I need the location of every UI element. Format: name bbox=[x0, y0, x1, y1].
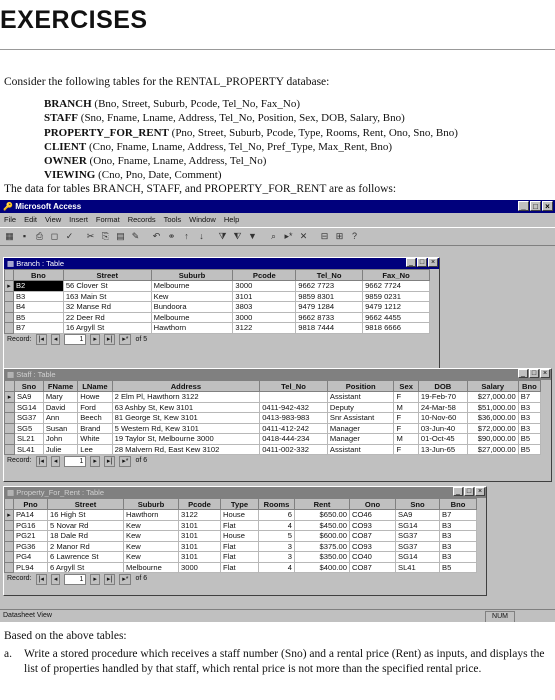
find-icon[interactable]: ⌕ bbox=[270, 231, 277, 241]
table-row[interactable]: B3 163 Main St Kew 3101 9859 8301 9859 0231 bbox=[5, 291, 430, 302]
staff-grid bbox=[4, 380, 541, 455]
filter-selection-icon[interactable]: ⧩ bbox=[218, 231, 227, 241]
close-button[interactable]: × bbox=[542, 201, 553, 211]
branch-close-button[interactable]: × bbox=[428, 258, 438, 267]
branch-maximize-button[interactable]: □ bbox=[417, 258, 427, 267]
print-icon[interactable]: ⎙ bbox=[35, 231, 44, 241]
schema-client: CLIENT (Cno, Fname, Lname, Address, Tel_No, Pref_Type, Max_Rent, Bno) bbox=[44, 140, 393, 153]
branch-record-nav: Record: |◂ ◂ 1 ▸ ▸| ▸* of 5 bbox=[7, 335, 148, 343]
filter-form-icon[interactable]: ⧨ bbox=[233, 231, 242, 241]
preview-icon[interactable]: ◻ bbox=[50, 231, 59, 241]
question-a bbox=[4, 647, 552, 677]
data-intro-text: The data for tables BRANCH, STAFF, and PROPERTY_FOR_RENT are as follows: bbox=[4, 183, 397, 195]
row-selector[interactable] bbox=[5, 552, 14, 563]
row-selector[interactable] bbox=[5, 434, 15, 445]
schema-owner: OWNER (Ono, Fname, Lname, Address, Tel_No) bbox=[44, 155, 267, 168]
cut-icon[interactable]: ✂ bbox=[86, 231, 95, 241]
format-painter-icon[interactable]: ✎ bbox=[131, 231, 140, 241]
staff-header-row: Sno FName LName Address Tel_No Position Sex DOB Salary Bno bbox=[5, 381, 541, 392]
new-record-button[interactable]: ▸* bbox=[119, 334, 131, 345]
sort-descending-icon[interactable]: ↓ bbox=[199, 231, 204, 241]
staff-window-title: ▦ Staff : Table _ □ × bbox=[4, 369, 551, 380]
branch-table-window bbox=[3, 257, 440, 375]
row-selector[interactable] bbox=[5, 291, 14, 302]
prev-record-button[interactable]: ◂ bbox=[51, 574, 61, 585]
property-close-button[interactable]: × bbox=[475, 487, 485, 496]
branch-col-fax[interactable]: Fax_No bbox=[363, 270, 430, 281]
next-record-button[interactable]: ▸ bbox=[90, 574, 100, 585]
question-text: Write a stored procedure which receives a staff number (Sno) and a rental price (Rent) as inputs, and displays the list of properties handled by that staff, which rental price is not more than the specified rental price. bbox=[24, 648, 545, 675]
property-record-nav: Record: |◂ ◂ 1 ▸ ▸| ▸* of 6 bbox=[7, 575, 148, 583]
undo-icon[interactable]: ↶ bbox=[152, 231, 161, 241]
new-object-icon[interactable]: ⊞ bbox=[335, 231, 344, 241]
intro-text: Consider the following tables for the RENTAL_PROPERTY database: bbox=[4, 76, 330, 88]
schema-list bbox=[44, 97, 458, 183]
property-window-title: ▦ Property_For_Rent : Table _ □ × bbox=[4, 487, 486, 498]
table-row[interactable]: SL21 John White 19 Taylor St, Melbourne 3000 0418-444-234 Manager M 01-Oct-45 $90,000.00 B5 bbox=[5, 434, 541, 445]
menu-file[interactable]: File bbox=[4, 215, 17, 224]
paste-icon[interactable]: ▤ bbox=[116, 231, 125, 241]
new-record-icon[interactable]: ▸* bbox=[284, 231, 293, 241]
row-selector[interactable] bbox=[5, 302, 14, 313]
exercises-heading: EXERCISES bbox=[0, 6, 148, 34]
view-icon[interactable]: ▦ bbox=[5, 231, 14, 241]
table-row[interactable]: PL94 6 Argyll St Melbourne 3000 Flat 4 $400.00 CO87 SL41 B5 bbox=[5, 562, 477, 573]
next-record-button[interactable]: ▸ bbox=[90, 334, 100, 345]
row-selector[interactable] bbox=[5, 520, 14, 531]
menu-help[interactable]: Help bbox=[223, 215, 240, 224]
spelling-icon[interactable]: ✓ bbox=[65, 231, 74, 241]
branch-header-row bbox=[5, 270, 430, 281]
heading-rule bbox=[0, 49, 555, 50]
menu-format[interactable]: Format bbox=[95, 215, 120, 224]
staff-table-window bbox=[3, 368, 552, 482]
menu-records[interactable]: Records bbox=[127, 215, 156, 224]
hyperlink-icon[interactable]: ⚭ bbox=[167, 231, 176, 241]
property-grid bbox=[4, 498, 477, 573]
table-row[interactable]: PG4 6 Lawrence St Kew 3101 Flat 3 $350.00 CO40 SG14 B3 bbox=[5, 552, 477, 563]
table-row[interactable]: PG36 2 Manor Rd Kew 3101 Flat 3 $375.00 CO93 SG37 B3 bbox=[5, 541, 477, 552]
access-window bbox=[0, 200, 555, 622]
table-row[interactable]: B7 16 Argyll St Hawthorn 3122 9818 7444 9818 6666 bbox=[5, 323, 430, 334]
table-row[interactable]: B5 22 Deer Rd Melbourne 3000 9662 8733 9662 4455 bbox=[5, 312, 430, 323]
row-selector[interactable] bbox=[5, 541, 14, 552]
table-row[interactable]: SG5 Susan Brand 5 Western Rd, Kew 3101 0411-412-242 Manager F 03-Jun-40 $72,000.00 B3 bbox=[5, 423, 541, 434]
schema-property: PROPERTY_FOR_RENT (Pno, Street, Suburb, Pcode, Type, Rooms, Rent, Ono, Sno, Bno) bbox=[44, 126, 458, 139]
toolbar bbox=[0, 227, 555, 246]
last-record-button[interactable]: ▸| bbox=[104, 334, 115, 345]
property-minimize-button[interactable]: _ bbox=[453, 487, 463, 496]
staff-close-button[interactable]: × bbox=[540, 369, 550, 378]
last-record-button[interactable]: ▸| bbox=[104, 456, 115, 467]
selector-header[interactable] bbox=[5, 381, 15, 392]
maximize-button[interactable]: □ bbox=[530, 201, 541, 211]
status-text: Datasheet View bbox=[3, 612, 52, 619]
record-number-input[interactable]: 1 bbox=[64, 334, 86, 345]
branch-minimize-button[interactable]: _ bbox=[406, 258, 416, 267]
schema-viewing: VIEWING (Cno, Pno, Date, Comment) bbox=[44, 169, 222, 182]
prev-record-button[interactable]: ◂ bbox=[51, 334, 61, 345]
table-row[interactable]: ▸ B2 56 Clover St Melbourne 3000 9662 7723 9662 7724 bbox=[5, 281, 430, 292]
record-number-input[interactable]: 1 bbox=[64, 574, 86, 585]
row-selector[interactable] bbox=[5, 531, 14, 542]
branch-window-title: ▦ Branch : Table _ □ × bbox=[4, 258, 439, 269]
menu-tools[interactable]: Tools bbox=[163, 215, 182, 224]
menu-bar bbox=[0, 214, 555, 226]
table-row[interactable]: SG14 David Ford 63 Ashby St, Kew 3101 0411-942-432 Deputy M 24-Mar-58 $51,000.00 B3 bbox=[5, 402, 541, 413]
new-record-button[interactable]: ▸* bbox=[119, 456, 131, 467]
apply-filter-icon[interactable]: ▼ bbox=[248, 231, 257, 241]
minimize-button[interactable]: _ bbox=[518, 201, 529, 211]
sort-ascending-icon[interactable]: ↑ bbox=[184, 231, 189, 241]
copy-icon[interactable]: ⎘ bbox=[101, 231, 110, 241]
row-selector[interactable] bbox=[5, 413, 15, 424]
staff-minimize-button[interactable]: _ bbox=[518, 369, 528, 378]
access-logo-icon: 🔑 bbox=[3, 202, 13, 211]
staff-maximize-button[interactable]: □ bbox=[529, 369, 539, 378]
table-icon: ▦ bbox=[7, 488, 15, 497]
access-title: Microsoft Access bbox=[15, 202, 82, 211]
table-row[interactable]: ▸ SA9 Mary Howe 2 Elm Pl, Hawthorn 3122 Assistant F 19-Feb-70 $27,000.00 B7 bbox=[5, 392, 541, 403]
table-row[interactable]: PG21 18 Dale Rd Kew 3101 House 5 $600.00 CO87 SG37 B3 bbox=[5, 531, 477, 542]
row-selector[interactable] bbox=[5, 323, 14, 334]
branch-grid bbox=[4, 269, 430, 334]
first-record-button[interactable]: |◂ bbox=[36, 334, 47, 345]
delete-record-icon[interactable]: ✕ bbox=[299, 231, 308, 241]
menu-edit[interactable]: Edit bbox=[24, 215, 38, 224]
table-row[interactable]: ▸ PA14 16 High St Hawthorn 3122 House 6 $650.00 CO46 SA9 B7 bbox=[5, 510, 477, 521]
schema-staff: STAFF (Sno, Fname, Lname, Address, Tel_No, Position, Sex, DOB, Salary, Bno) bbox=[44, 112, 405, 125]
selector-header[interactable] bbox=[5, 499, 14, 510]
table-row[interactable]: PG16 5 Novar Rd Kew 3101 Flat 4 $450.00 CO93 SG14 B3 bbox=[5, 520, 477, 531]
row-selector[interactable] bbox=[5, 402, 15, 413]
row-selector[interactable]: ▸ bbox=[5, 281, 14, 292]
row-selector[interactable] bbox=[5, 562, 14, 573]
record-number-input[interactable]: 1 bbox=[64, 456, 86, 467]
table-row[interactable]: B4 32 Manse Rd Bundoora 3803 9479 1284 9479 1212 bbox=[5, 302, 430, 313]
selector-header[interactable] bbox=[5, 270, 14, 281]
table-row[interactable]: SL41 Julie Lee 28 Malvern Rd, East Kew 3102 0411-002-332 Assistant F 13-Jun-65 $27,000.00 B5 bbox=[5, 444, 541, 455]
row-selector[interactable]: ▸ bbox=[5, 510, 14, 521]
first-record-button[interactable]: |◂ bbox=[36, 574, 47, 585]
branch-col-suburb[interactable]: Suburb bbox=[151, 270, 233, 281]
row-selector[interactable]: ▸ bbox=[5, 392, 15, 403]
branch-col-bno[interactable]: Bno bbox=[13, 270, 63, 281]
property-header-row: Pno Street Suburb Pcode Type Rooms Rent Ono Sno Bno bbox=[5, 499, 477, 510]
table-icon: ▦ bbox=[7, 370, 15, 379]
row-selector[interactable] bbox=[5, 444, 15, 455]
prev-record-button[interactable]: ◂ bbox=[51, 456, 61, 467]
status-bar bbox=[0, 609, 555, 622]
last-record-button[interactable]: ▸| bbox=[104, 574, 115, 585]
help-icon[interactable]: ? bbox=[351, 231, 357, 241]
menu-window[interactable]: Window bbox=[189, 215, 216, 224]
branch-col-pcode[interactable]: Pcode bbox=[233, 270, 296, 281]
menu-insert[interactable]: Insert bbox=[69, 215, 88, 224]
staff-record-nav: Record: |◂ ◂ 1 ▸ ▸| ▸* of 6 bbox=[7, 457, 148, 465]
database-window-icon[interactable]: ⊟ bbox=[320, 231, 329, 241]
access-titlebar bbox=[0, 200, 555, 213]
row-selector[interactable] bbox=[5, 312, 14, 323]
property-maximize-button[interactable]: □ bbox=[464, 487, 474, 496]
property-table-window bbox=[3, 486, 487, 596]
schema-branch: BRANCH (Bno, Street, Suburb, Pcode, Tel_No, Fax_No) bbox=[44, 98, 300, 110]
table-icon: ▦ bbox=[7, 259, 15, 268]
question-label: a. bbox=[4, 648, 12, 660]
first-record-button[interactable]: |◂ bbox=[36, 456, 47, 467]
branch-col-street[interactable]: Street bbox=[63, 270, 151, 281]
num-lock-indicator: NUM bbox=[485, 611, 515, 622]
row-selector[interactable] bbox=[5, 423, 15, 434]
table-row[interactable]: SG37 Ann Beech 81 George St, Kew 3101 0413-983-983 Snr Assistant F 10-Nov-60 $36,000.00 B3 bbox=[5, 413, 541, 424]
save-icon[interactable]: ▪ bbox=[22, 231, 27, 241]
menu-view[interactable]: View bbox=[45, 215, 62, 224]
next-record-button[interactable]: ▸ bbox=[90, 456, 100, 467]
question-intro: Based on the above tables: bbox=[4, 630, 127, 642]
branch-col-tel[interactable]: Tel_No bbox=[296, 270, 363, 281]
new-record-button[interactable]: ▸* bbox=[119, 574, 131, 585]
